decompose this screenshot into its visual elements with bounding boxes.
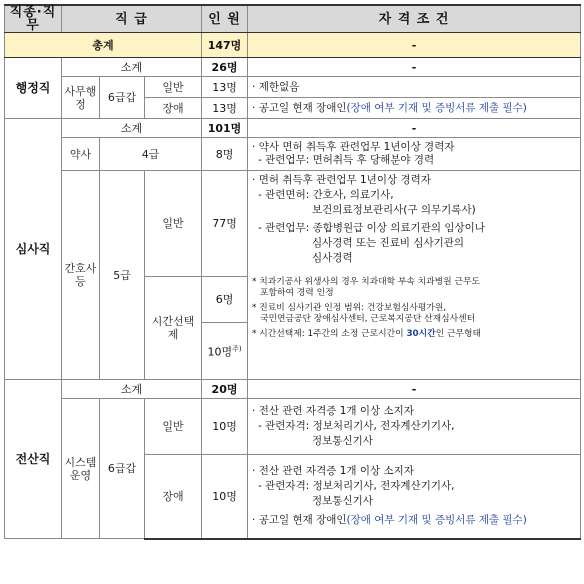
- admin-general-count: 13명: [202, 77, 248, 98]
- header-grade: 직 급: [62, 5, 202, 33]
- it-disabled-cond-2: - 관련자격: 정보처리기사, 전자계산기기사,: [258, 480, 455, 493]
- it-disabled-count: 10명: [202, 455, 248, 539]
- review-nurse-cond-1: · 면허 취득후 관련업무 1년이상 경력자: [252, 174, 431, 186]
- review-note-2a: * 진료비 심사기관 인정 범위: 건강보험심사평가원,: [252, 303, 447, 313]
- review-nurse-grade: 5급: [100, 171, 145, 380]
- review-nurse-timed-count-2-cell: [202, 323, 248, 380]
- admin-grade-label: 6급갑: [100, 77, 145, 119]
- it-subtotal-row: [5, 380, 581, 399]
- review-subtotal-label: 소계: [62, 119, 202, 138]
- review-nurse-timed-type: 시간선택제: [145, 277, 202, 380]
- review-nurse-job: 간호사등: [62, 171, 100, 380]
- it-general-cond-2: - 관련자격: 정보처리기사, 전자계산기기사,: [258, 420, 455, 432]
- it-disabled-cond-a: · 공고일 현재 장애인: [252, 514, 347, 527]
- it-disabled-cond-b: (장애 여부 기재 및 증빙서류 제출 필수): [346, 514, 527, 527]
- header-job: 직종·직무: [5, 5, 62, 33]
- it-disabled-condition: [248, 455, 581, 539]
- review-note-3c: 인 근무형태: [435, 329, 481, 339]
- review-pharm-job: 약사: [62, 138, 100, 171]
- it-job-label: 시스템운영: [62, 399, 100, 539]
- review-nurse-cond-3: 보건의료정보관리사(구 의무기록사): [312, 204, 476, 216]
- review-nurse-cond-5: 심사경력 또는 진료비 심사기관의: [312, 237, 465, 249]
- header-count: 인 원: [202, 5, 248, 33]
- total-condition: -: [248, 33, 581, 58]
- it-disabled-cond-3: 정보통신기사: [312, 495, 373, 508]
- admin-subtotal-label: 소계: [62, 58, 202, 77]
- admin-subtotal-row: [5, 58, 581, 77]
- review-nurse-timed-count-2: 10명: [207, 345, 233, 359]
- admin-disabled-condition: [248, 98, 581, 119]
- review-subtotal-condition: -: [248, 119, 581, 138]
- it-disabled-type: 장애: [145, 455, 202, 539]
- review-note-1b: 포함하여 경력 인정: [260, 288, 334, 298]
- review-pharm-condition: [248, 138, 581, 171]
- admin-subtotal-condition: -: [248, 58, 581, 77]
- review-note-3b: 30시간: [406, 329, 436, 339]
- admin-group-label: 행정직: [5, 58, 62, 119]
- review-note-3: [252, 329, 576, 340]
- it-subtotal-condition: -: [248, 380, 581, 399]
- review-note-2b: 국민연금공단 장애심사센터, 근로복지공단 산재심사센터: [260, 314, 476, 324]
- review-note-1a: * 치과기공사 위생사의 경우 치과대학 부속 치과병원 근무도: [252, 277, 480, 287]
- header-row: [5, 5, 581, 33]
- total-label: 총계: [5, 33, 202, 58]
- admin-subtotal-count: 26명: [202, 58, 248, 77]
- it-general-row: [5, 399, 581, 455]
- review-pharm-grade: 4급: [100, 138, 202, 171]
- total-row: [5, 33, 581, 58]
- admin-disabled-cond-b: (장애 여부 기재 및 증빙서류 제출 필수): [346, 101, 527, 114]
- review-nurse-general-row: [5, 171, 581, 277]
- it-general-condition: [248, 399, 581, 455]
- review-nurse-cond-4: - 관련업무: 종합병원급 이상 의료기관의 임상이나: [258, 222, 485, 234]
- it-group-label: 전산직: [5, 380, 62, 539]
- admin-disabled-count: 13명: [202, 98, 248, 119]
- review-nurse-cond-6: 심사경력: [312, 252, 353, 264]
- review-group-label: 심사직: [5, 119, 62, 380]
- review-pharm-cond-2: - 관련업무: 면허취득 후 당해분야 경력: [258, 154, 435, 166]
- it-general-type: 일반: [145, 399, 202, 455]
- review-nurse-cond-2: - 관련면허: 간호사, 의료기사,: [258, 189, 394, 201]
- admin-job-label: 사무행정: [62, 77, 100, 119]
- admin-general-row: [5, 77, 581, 98]
- review-pharm-row: [5, 138, 581, 171]
- total-count: 147명: [202, 33, 248, 58]
- it-general-cond-3: 정보통신기사: [312, 435, 373, 447]
- review-pharm-count: 8명: [202, 138, 248, 171]
- review-pharm-cond-1: · 약사 면허 취득후 관련업무 1년이상 경력자: [252, 141, 455, 153]
- recruitment-table: [4, 4, 581, 540]
- review-nurse-general-type: 일반: [145, 171, 202, 277]
- admin-disabled-cond-a: · 공고일 현재 장애인: [252, 101, 347, 114]
- review-nurse-timed-count-1: 6명: [202, 277, 248, 323]
- admin-general-type: 일반: [145, 77, 202, 98]
- review-subtotal-count: 101명: [202, 119, 248, 138]
- review-nurse-condition: [248, 171, 581, 380]
- it-general-cond-1: · 전산 관련 자격증 1개 이상 소지자: [252, 405, 414, 417]
- review-nurse-general-count: 77명: [202, 171, 248, 277]
- it-general-count: 10명: [202, 399, 248, 455]
- it-subtotal-label: 소계: [62, 380, 202, 399]
- review-note-3a: * 시간선택제: 1주간의 소정 근로시간이: [252, 329, 407, 339]
- it-subtotal-count: 20명: [202, 380, 248, 399]
- review-nurse-timed-count-2-note: 주): [232, 345, 242, 354]
- review-subtotal-row: [5, 119, 581, 138]
- recruitment-table-container: [4, 4, 580, 540]
- it-grade-label: 6급갑: [100, 399, 145, 539]
- it-disabled-cond-1: · 전산 관련 자격증 1개 이상 소지자: [252, 465, 414, 478]
- it-disabled-cond-4: [252, 514, 576, 527]
- admin-disabled-type: 장애: [145, 98, 202, 119]
- header-condition: 자 격 조 건: [248, 5, 581, 33]
- admin-general-condition: · 제한없음: [248, 77, 581, 98]
